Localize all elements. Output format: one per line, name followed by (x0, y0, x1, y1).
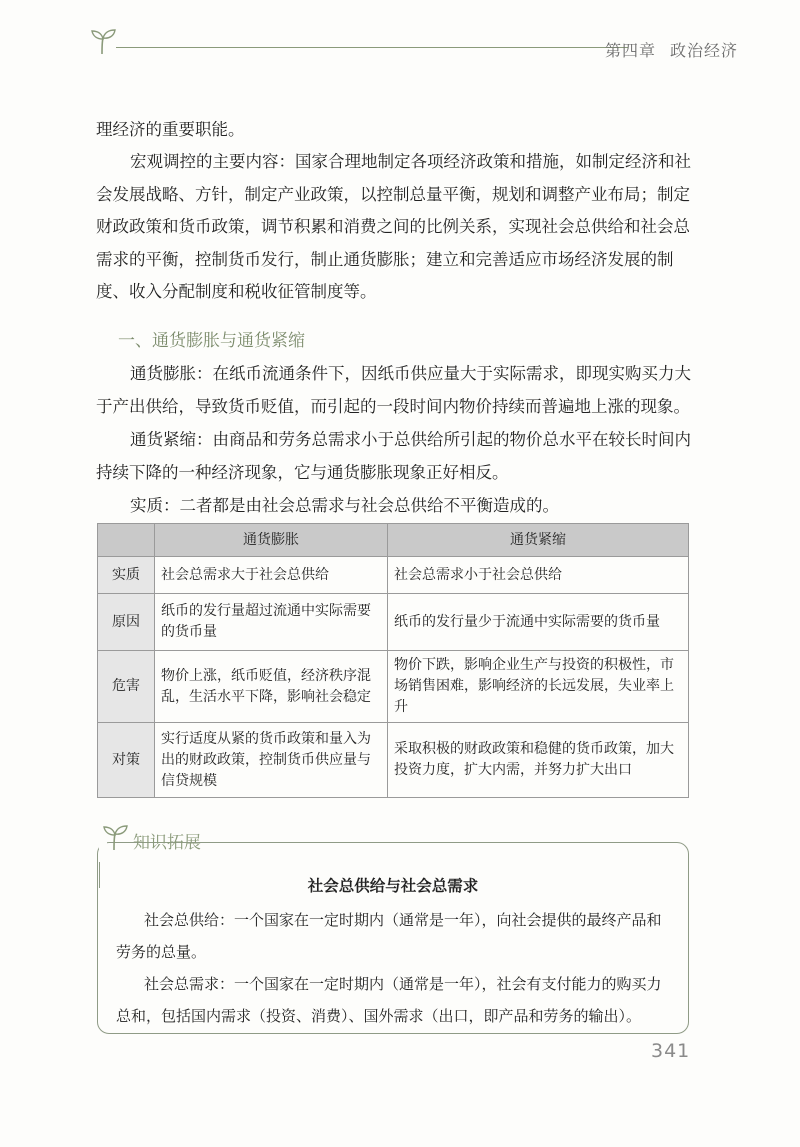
sprout-icon (88, 26, 118, 56)
table-cell: 纸币的发行量少于流通中实际需要的货币量 (388, 594, 689, 651)
row-label: 危害 (98, 651, 155, 723)
paragraph-continuation: 理经济的重要职能。 (96, 120, 245, 139)
table-row (98, 651, 689, 723)
row-label: 原因 (98, 594, 155, 651)
header-rule (116, 47, 628, 48)
knowledge-extension-box (97, 834, 689, 1034)
column-header-deflation: 通货紧缩 (388, 524, 689, 557)
chapter-number: 第四章 (604, 41, 656, 60)
knowledge-box-label-wrap (99, 822, 201, 856)
knowledge-box-text-supply: 社会总供给：一个国家在一定时期内（通常是一年），向社会提供的最终产品和劳务的总量。 (116, 911, 662, 961)
paragraph-inflation: 通货膨胀：在纸币流通条件下，因纸币供应量大于实际需求，即现实购买力大于产出供给，导致货币贬值，而引起的一段时间内物价持续而普遍地上涨的现象。 (96, 364, 691, 416)
table-cell: 物价下跌，影响企业生产与投资的积极性，市场销售困难，影响经济的长远发展，失业率上升 (388, 651, 689, 723)
table-row (98, 594, 689, 651)
page-number: 341 (651, 1040, 691, 1062)
table-cell: 社会总需求大于社会总供给 (155, 557, 388, 594)
paragraph-deflation: 通货紧缩：由商品和劳务总需求小于总供给所引起的物价总水平在较长时间内持续下降的一种经济现象，它与通货膨胀现象正好相反。 (96, 430, 691, 482)
comparison-table (97, 523, 689, 798)
knowledge-box-text-demand: 社会总需求：一个国家在一定时期内（通常是一年），社会有支付能力的购买力总和，包括国内需求（投资、消费）、国外需求（出口，即产品和劳务的输出）。 (116, 975, 662, 1025)
table-cell: 纸币的发行量超过流通中实际需要的货币量 (155, 594, 388, 651)
table-cell: 实行适度从紧的货币政策和量入为出的财政政策，控制货币供应量与信贷规模 (155, 723, 388, 798)
page-header (88, 26, 748, 66)
paragraph-macro-control: 宏观调控的主要内容：国家合理地制定各项经济政策和措施，如制定经济和社会发展战略、方针，制定产业政策，以控制总量平衡，规划和调整产业布局；制定财政政策和货币政策，调节积累和消费之间的比例关系，实现社会总供给和社会总需求的平衡，控制货币发行，制止通货膨胀；建立和完善适应市场经济发展的制度、收入分配制度和税收征管制度等。 (96, 152, 691, 301)
row-label: 实质 (98, 557, 155, 594)
table-corner-cell (98, 524, 155, 557)
knowledge-box-title: 社会总供给与社会总需求 (307, 877, 479, 895)
table-row (98, 723, 689, 798)
section-title: 一、通货膨胀与通货紧缩 (118, 331, 305, 351)
table-header-row (98, 524, 689, 557)
chapter-title (591, 38, 738, 61)
table-cell: 采取积极的财政政策和稳健的货币政策，加大投资力度，扩大内需，并努力扩大出口 (388, 723, 689, 798)
chapter-name: 政治经济 (669, 41, 738, 60)
table-cell: 社会总需求小于社会总供给 (388, 557, 689, 594)
paragraph-essence: 实质：二者都是由社会总需求与社会总供给不平衡造成的。 (130, 496, 559, 515)
table-row (98, 557, 689, 594)
column-header-inflation: 通货膨胀 (155, 524, 388, 557)
knowledge-box-label: 知识拓展 (133, 833, 201, 853)
sprout-icon (99, 822, 131, 852)
table-cell: 物价上涨，纸币贬值，经济秩序混乱，生活水平下降，影响社会稳定 (155, 651, 388, 723)
row-label: 对策 (98, 723, 155, 798)
